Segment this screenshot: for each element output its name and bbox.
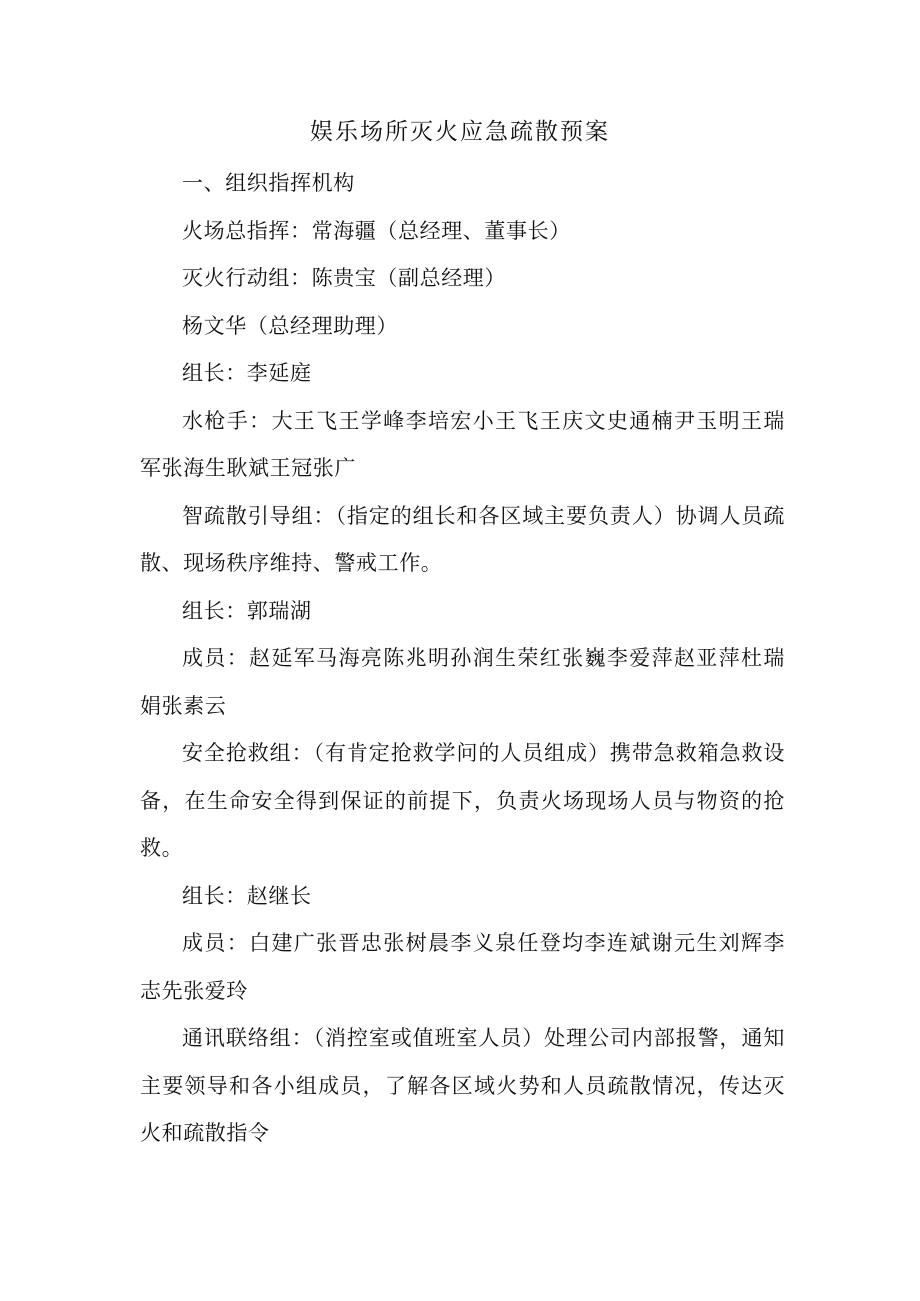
paragraph-members-1: 成员：赵延军马海亮陈兆明孙润生荣红张巍李爱萍赵亚萍杜瑞娟张素云 <box>140 646 785 718</box>
section-heading: 一、组织指挥机构 <box>182 171 355 195</box>
paragraph-assistant: 杨文华（总经理助理） <box>182 313 398 338</box>
paragraph-commander: 火场总指挥：常海疆（总经理、董事长） <box>182 218 571 243</box>
document-title: 娱乐场所灭火应急疏散预案 <box>310 119 610 145</box>
document-body <box>140 160 785 1158</box>
paragraph-members-2: 成员：白建广张晋忠张树晨李义泉任登均李连斌谢元生刘辉李志先张爱玲 <box>140 931 785 1003</box>
paragraph-leader-1: 组长：李延庭 <box>182 361 312 385</box>
paragraph-rescue-group: 安全抢救组：（有肯定抢救学问的人员组成）携带急救箱急救设备，在生命安全得到保证的前提下，负责火场现场人员与物资的抢救。 <box>140 741 785 860</box>
paragraph-leader-3: 组长：赵继长 <box>182 883 312 908</box>
paragraph-communication-group: 通讯联络组：（消控室或值班室人员）处理公司内部报警，通知主要领导和各小组成员，了解各区域火势和人员疏散情况，传达灭火和疏散指令 <box>140 1026 785 1145</box>
paragraph-evacuation-group: 智疏散引导组：（指定的组长和各区域主要负责人）协调人员疏散、现场秩序维持、警戒工作。 <box>140 503 785 575</box>
paragraph-leader-2: 组长：郭瑞湖 <box>182 598 312 623</box>
paragraph-hose-operators: 水枪手：大王飞王学峰李培宏小王飞王庆文史通楠尹玉明王瑞军张海生耿斌王冠张广 <box>140 408 785 480</box>
paragraph-firefighting-group: 灭火行动组：陈贵宝（副总经理） <box>182 266 506 290</box>
